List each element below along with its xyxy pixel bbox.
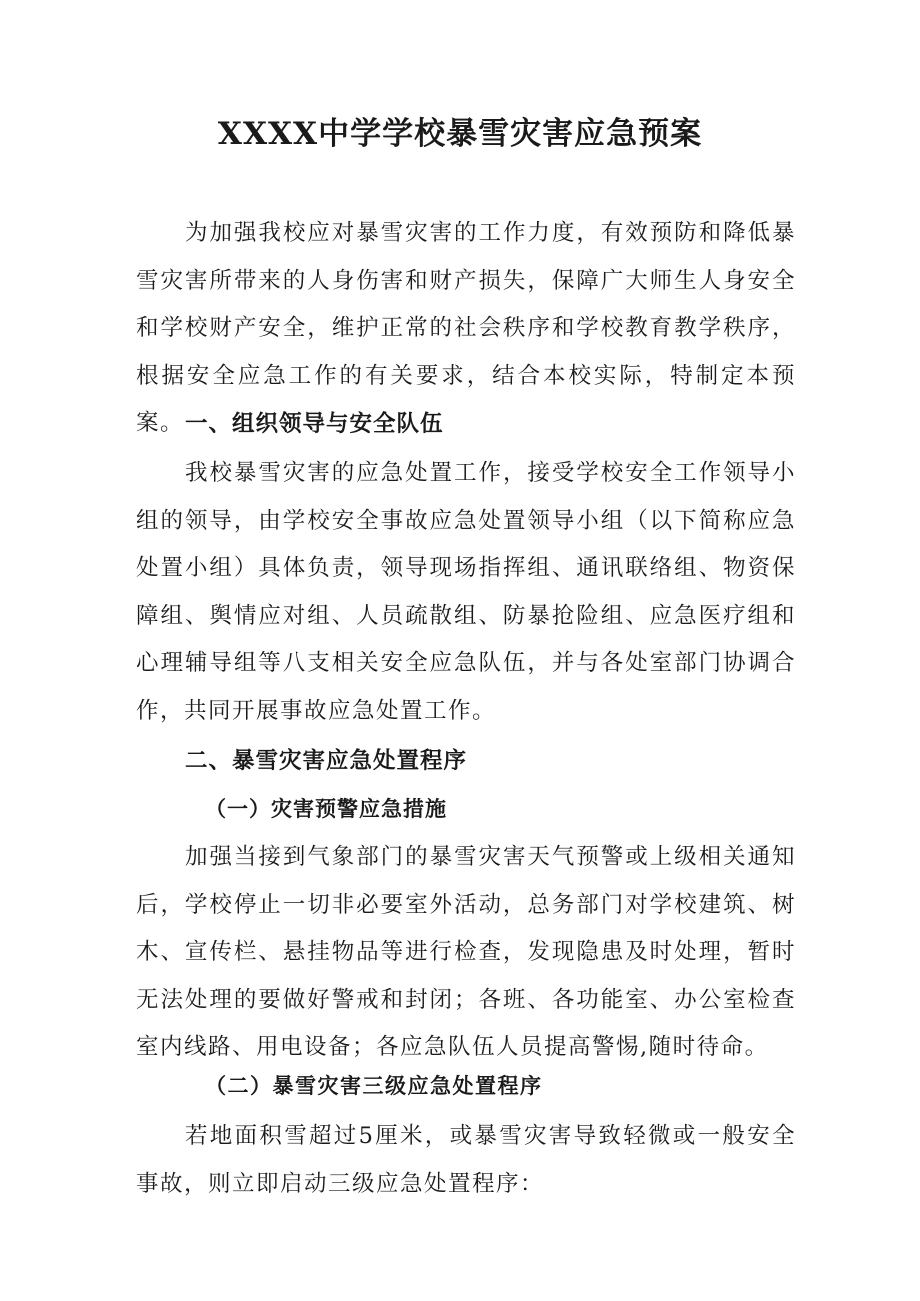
subsection1-paragraph: 加强当接到气象部门的暴雪灾害天气预警或上级相关通知后，学校停止一切非必要室外活动，总务部门对学校建筑、树木、宣传栏、悬挂物品等进行检查，发现隐患及时处理，暂时无法处理的要做好警戒和封闭；各班、各功能室、办公室检查室内线路、用电设备；各应急队伍人员提高警惕,随时待命。: [136, 844, 796, 1060]
section1-paragraph: 我校暴雪灾害的应急处置工作，接受学校安全工作领导小组的领导，由学校安全事故应急处置领导小组（以下简称应急处置小组）具体负责，领导现场指挥组、通讯联络组、物资保障组、舆情应对组、人员疏散组、防暴抢险组、应急医疗组和心理辅导组等八支相关安全应急队伍，并与各处室部门协调合作，共同开展事故应急处置工作。: [136, 460, 796, 724]
document-title: XXXX中学学校暴雪灾害应急预案: [217, 116, 703, 152]
section1-heading: 一、组织领导与安全队伍: [185, 411, 444, 437]
subsection1-heading: （一）灾害预警应急措施: [205, 797, 447, 821]
section2-heading: 二、暴雪灾害应急处置程序: [185, 748, 468, 774]
subsection2-paragraph: 若地面积雪超过5厘米，或暴雪灾害导致轻微或一般安全事故，则立即启动三级应急处置程序：: [136, 1123, 796, 1197]
subsection2-heading: （二）暴雪灾害三级应急处置程序: [205, 1073, 543, 1098]
intro-paragraph: 为加强我校应对暴雪灾害的工作力度，有效预防和降低暴雪灾害所带来的人身伤害和财产损失，保障广大师生人身安全和学校财产安全，维护正常的社会秩序和学校教育教学秩序，根据安全应急工作的有关要求，结合本校实际，特制定本预案。: [136, 220, 796, 436]
